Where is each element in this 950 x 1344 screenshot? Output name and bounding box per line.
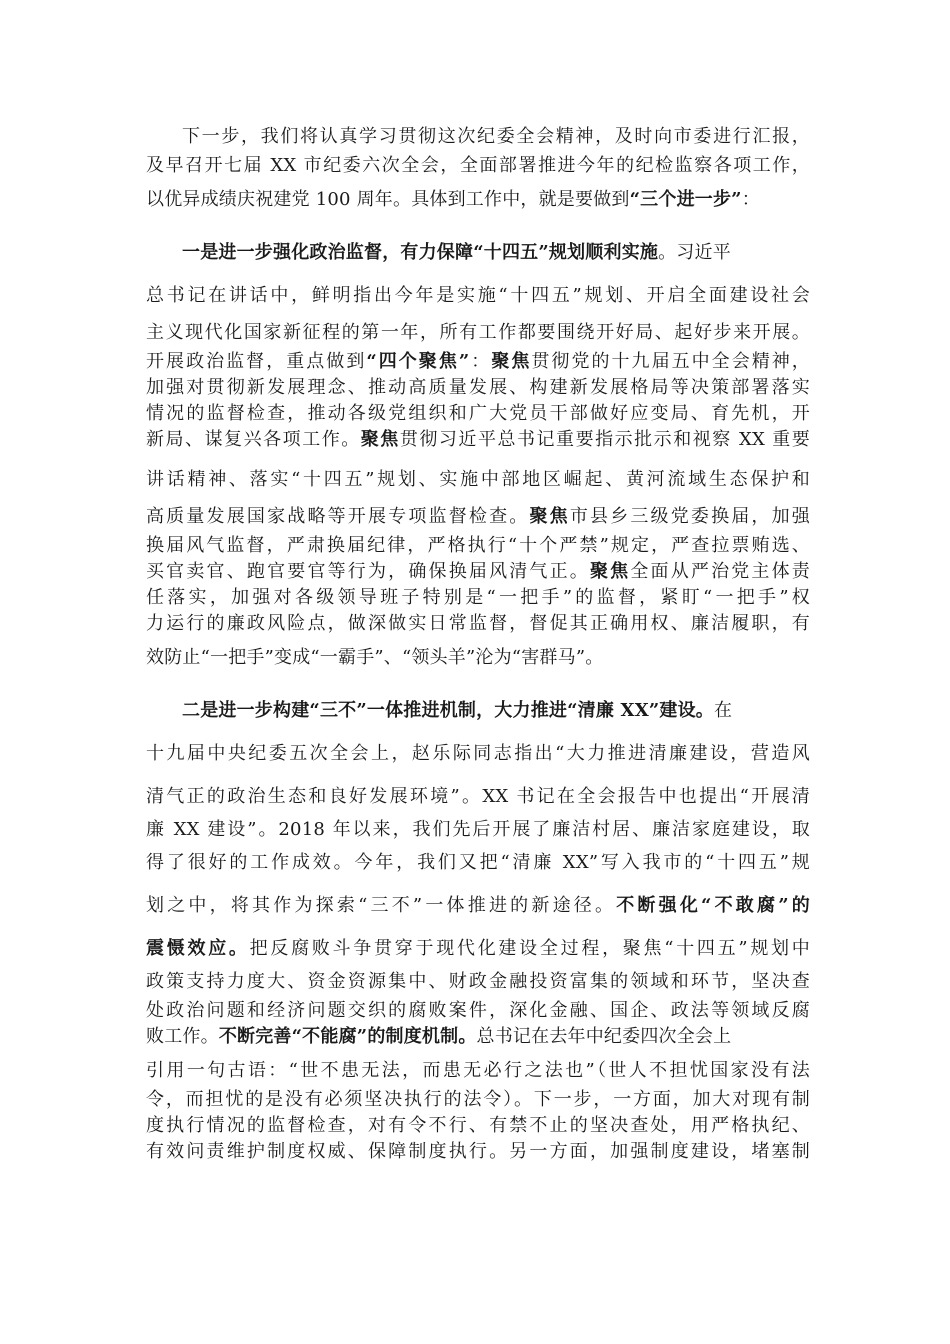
text-line: 主义现代化国家新征程的第一年，所有工作都要围绕开好局、起好步来开展。 bbox=[146, 322, 810, 343]
text-line: 情况的监督检查，推动各级党组织和广大党员干部做好应变局、育先机，开 bbox=[146, 403, 810, 424]
text-line: 令，而担忧的是没有必须坚决执行的法令）。下一步，一方面，加大对现有制 bbox=[146, 1089, 810, 1110]
text-line: 一是进一步强化政治监督，有力保障“十四五”规划顺利实施。习近平 bbox=[182, 242, 731, 263]
text-line: 以优异成绩庆祝建党 100 周年。具体到工作中，就是要做到“三个进一步”： bbox=[146, 189, 760, 210]
text-line: 划之中，将其作为探索“三不”一体推进的新途径。不断强化“不敢腐”的 bbox=[146, 895, 810, 916]
text-line: 总书记在讲话中，鲜明指出今年是实施“十四五”规划、开启全面建设社会 bbox=[146, 285, 810, 306]
document-body bbox=[146, 120, 810, 1165]
text-line: 处政治问题和经济问题交织的腐败案件，深化金融、国企、政法等领域反腐 bbox=[146, 1000, 810, 1021]
text-line: 廉 XX 建设”。2018 年以来，我们先后开展了廉洁村居、廉洁家庭建设，取 bbox=[146, 819, 810, 840]
text-line: 效防止“一把手”变成“一霸手”、“领头羊”沦为“害群马”。 bbox=[146, 647, 604, 668]
text-line: 下一步，我们将认真学习贯彻这次纪委全会精神，及时向市委进行汇报， bbox=[182, 126, 810, 147]
text-line: 二是进一步构建“三不”一体推进机制，大力推进“清廉 XX”建设。在 bbox=[182, 700, 733, 721]
text-line: 加强对贯彻新发展理念、推动高质量发展、构建新发展格局等决策部署落实 bbox=[146, 377, 810, 398]
text-line: 得了很好的工作成效。今年，我们又把“清廉 XX”写入我市的“十四五”规 bbox=[146, 852, 810, 873]
text-line: 开展政治监督，重点做到“四个聚焦”：聚焦贯彻党的十九届五中全会精神， bbox=[146, 351, 811, 372]
text-line: 清气正的政治生态和良好发展环境”。XX 书记在全会报告中也提出“开展清 bbox=[146, 786, 810, 807]
text-line: 任落实，加强对各级领导班子特别是“一把手”的监督，紧盯“一把手”权 bbox=[146, 587, 810, 608]
text-line: 高质量发展国家战略等开展专项监督检查。聚焦市县乡三级党委换届，加强 bbox=[146, 506, 810, 527]
text-line: 震慑效应。把反腐败斗争贯穿于现代化建设全过程，聚焦“十四五”规划中 bbox=[146, 938, 810, 959]
text-line: 十九届中央纪委五次全会上，赵乐际同志指出“大力推进清廉建设，营造风 bbox=[146, 743, 810, 764]
text-line: 政策支持力度大、资金资源集中、财政金融投资富集的领域和环节，坚决查 bbox=[146, 971, 810, 992]
text-line: 败工作。不断完善“不能腐”的制度机制。总书记在去年中纪委四次全会上 bbox=[146, 1026, 732, 1047]
text-line: 买官卖官、跑官要官等行为，确保换届风清气正。聚焦全面从严治党主体责 bbox=[146, 561, 810, 582]
text-line: 及早召开七届 XX 市纪委六次全会，全面部署推进今年的纪检监察各项工作， bbox=[146, 155, 810, 176]
text-line: 讲话精神、落实“十四五”规划、实施中部地区崛起、黄河流域生态保护和 bbox=[146, 469, 810, 490]
text-line: 引用一句古语：“世不患无法，而患无必行之法也”（世人不担忧国家没有法 bbox=[146, 1060, 810, 1081]
text-line: 新局、谋复兴各项工作。聚焦贯彻习近平总书记重要指示批示和视察 XX 重要 bbox=[146, 429, 811, 450]
text-line: 力运行的廉政风险点，做深做实日常监督，督促其正确用权、廉洁履职，有 bbox=[146, 613, 810, 634]
text-line: 换届风气监督，严肃换届纪律，严格执行“十个严禁”规定，严查拉票贿选、 bbox=[146, 535, 810, 556]
text-line: 度执行情况的监督检查，对有令不行、有禁不止的坚决查处，用严格执纪、 bbox=[146, 1115, 810, 1136]
text-line: 有效问责维护制度权威、保障制度执行。另一方面，加强制度建设，堵塞制 bbox=[146, 1141, 810, 1162]
